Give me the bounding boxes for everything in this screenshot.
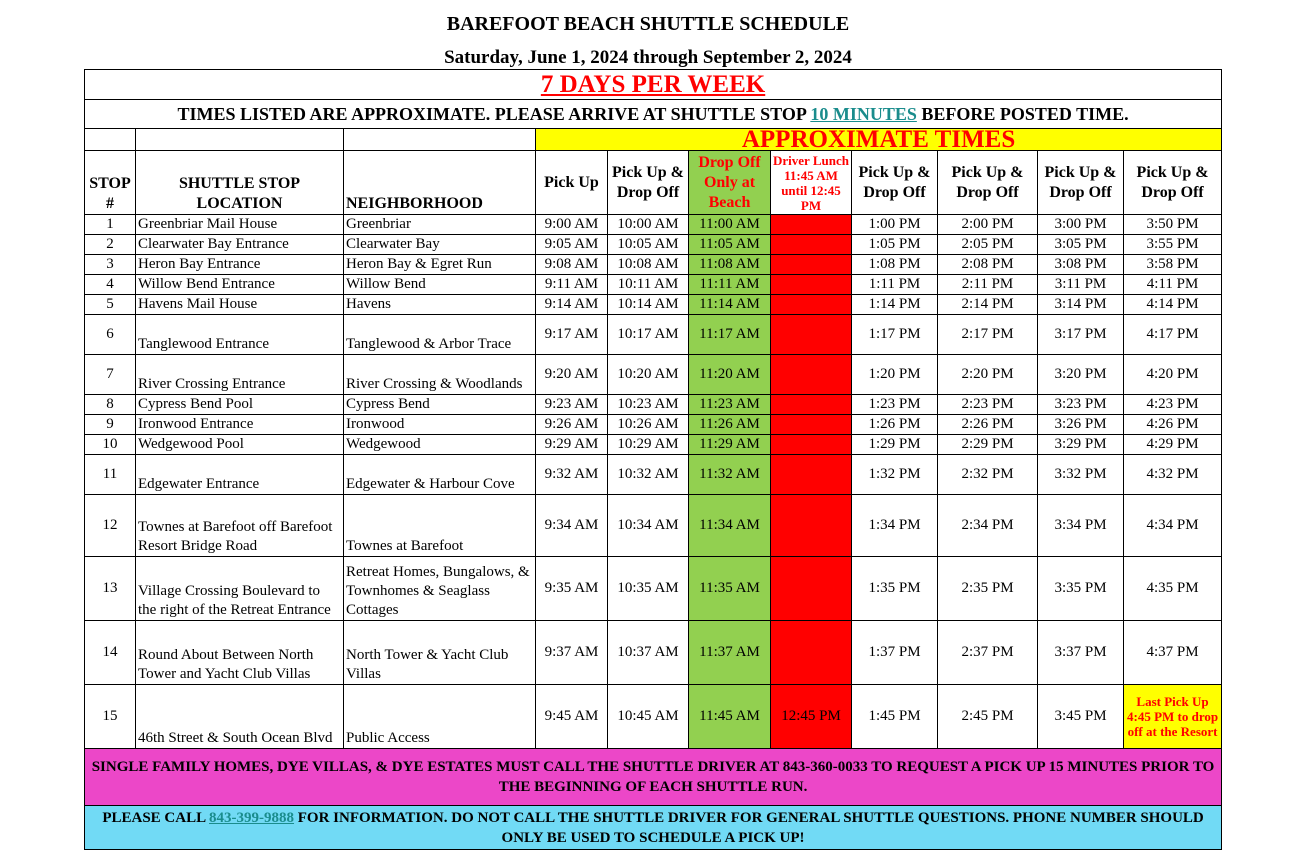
time-cell: 11:20 AM	[689, 355, 771, 395]
table-row	[85, 415, 1222, 435]
time-cell: 11:45 AM	[689, 685, 771, 749]
time-cell: 10:17 AM	[608, 315, 689, 355]
time-cell: 10:35 AM	[608, 557, 689, 621]
blank-cell	[136, 129, 344, 151]
time-cell: 9:37 AM	[536, 621, 608, 685]
time-cell: 2:08 PM	[938, 255, 1038, 275]
table-row	[85, 435, 1222, 455]
time-cell: 10:45 AM	[608, 685, 689, 749]
neighborhood: North Tower & Yacht Club Villas	[344, 621, 536, 685]
time-cell	[771, 295, 852, 315]
neighborhood: Tanglewood & Arbor Trace	[344, 315, 536, 355]
neighborhood: River Crossing & Woodlands	[344, 355, 536, 395]
time-cell: 3:23 PM	[1038, 395, 1124, 415]
stop-number: 9	[85, 415, 136, 435]
stop-number: 14	[85, 621, 136, 685]
time-cell	[771, 275, 852, 295]
time-cell: 1:14 PM	[852, 295, 938, 315]
time-cell	[771, 415, 852, 435]
time-cell: 3:14 PM	[1038, 295, 1124, 315]
time-cell: 2:05 PM	[938, 235, 1038, 255]
time-cell: 2:45 PM	[938, 685, 1038, 749]
time-cell: 2:26 PM	[938, 415, 1038, 435]
time-cell: 3:50 PM	[1124, 215, 1222, 235]
time-cell: 2:17 PM	[938, 315, 1038, 355]
table-row	[85, 295, 1222, 315]
time-cell: 4:17 PM	[1124, 315, 1222, 355]
table-row	[85, 495, 1222, 557]
header-time-1: Pick Up	[536, 151, 608, 215]
time-cell: 2:11 PM	[938, 275, 1038, 295]
table-row	[85, 235, 1222, 255]
time-cell: 11:23 AM	[689, 395, 771, 415]
arrival-notice	[85, 100, 1222, 129]
time-cell: 9:20 AM	[536, 355, 608, 395]
info-phone-link[interactable]: 843-399-9888	[209, 809, 295, 826]
time-cell	[771, 395, 852, 415]
stop-location: Cypress Bend Pool	[136, 395, 344, 415]
stop-location: Edgewater Entrance	[136, 455, 344, 495]
time-cell: 1:08 PM	[852, 255, 938, 275]
call-driver-notice: SINGLE FAMILY HOMES, DYE VILLAS, & DYE ESTATES MUST CALL THE SHUTTLE DRIVER AT 843-360-0033 TO REQUEST A PICK UP 15 MINUTES PRIOR TO THE BEGINNING OF EACH SHUTTLE RUN.	[85, 749, 1222, 806]
stop-location: Heron Bay Entrance	[136, 255, 344, 275]
neighborhood: Retreat Homes, Bungalows, & Townhomes & Seaglass Cottages	[344, 557, 536, 621]
time-cell: 3:35 PM	[1038, 557, 1124, 621]
time-cell: 3:34 PM	[1038, 495, 1124, 557]
time-cell: 3:11 PM	[1038, 275, 1124, 295]
time-cell: 2:29 PM	[938, 435, 1038, 455]
time-cell: 4:14 PM	[1124, 295, 1222, 315]
stop-number: 13	[85, 557, 136, 621]
time-cell: 1:26 PM	[852, 415, 938, 435]
time-cell: 3:08 PM	[1038, 255, 1124, 275]
stop-number: 4	[85, 275, 136, 295]
time-cell: 3:17 PM	[1038, 315, 1124, 355]
time-cell: 11:32 AM	[689, 455, 771, 495]
neighborhood: Public Access	[344, 685, 536, 749]
neighborhood: Cypress Bend	[344, 395, 536, 415]
time-cell	[771, 315, 852, 355]
table-row	[85, 355, 1222, 395]
time-cell	[771, 355, 852, 395]
stop-number: 11	[85, 455, 136, 495]
time-cell	[771, 495, 852, 557]
time-cell: 2:37 PM	[938, 621, 1038, 685]
time-cell: 3:05 PM	[1038, 235, 1124, 255]
time-cell: 9:14 AM	[536, 295, 608, 315]
notice-suffix: BEFORE POSTED TIME.	[916, 103, 1129, 124]
time-cell: 1:32 PM	[852, 455, 938, 495]
time-cell: 11:14 AM	[689, 295, 771, 315]
header-location: SHUTTLE STOP LOCATION	[136, 151, 344, 215]
time-cell: 4:20 PM	[1124, 355, 1222, 395]
time-cell: 3:00 PM	[1038, 215, 1124, 235]
header-time-6: Pick Up & Drop Off	[938, 151, 1038, 215]
time-cell: 10:14 AM	[608, 295, 689, 315]
time-cell: 4:35 PM	[1124, 557, 1222, 621]
stop-location: Ironwood Entrance	[136, 415, 344, 435]
stop-location: Greenbriar Mail House	[136, 215, 344, 235]
time-cell: 4:34 PM	[1124, 495, 1222, 557]
time-cell: 10:05 AM	[608, 235, 689, 255]
time-cell: 4:37 PM	[1124, 621, 1222, 685]
neighborhood: Clearwater Bay	[344, 235, 536, 255]
time-cell: 1:05 PM	[852, 235, 938, 255]
time-cell: 11:11 AM	[689, 275, 771, 295]
header-time-2: Pick Up & Drop Off	[608, 151, 689, 215]
header-neighborhood: NEIGHBORHOOD	[344, 151, 536, 215]
time-cell: 4:29 PM	[1124, 435, 1222, 455]
header-time-5: Pick Up & Drop Off	[852, 151, 938, 215]
date-range: Saturday, June 1, 2024 through September 2, 2024	[444, 47, 852, 68]
time-cell: 3:32 PM	[1038, 455, 1124, 495]
time-cell: 11:17 AM	[689, 315, 771, 355]
stop-number: 12	[85, 495, 136, 557]
time-cell: 2:32 PM	[938, 455, 1038, 495]
time-cell: 1:29 PM	[852, 435, 938, 455]
stop-location: 46th Street & South Ocean Blvd	[136, 685, 344, 749]
stop-number: 3	[85, 255, 136, 275]
stop-location: Havens Mail House	[136, 295, 344, 315]
table-row	[85, 557, 1222, 621]
time-cell	[771, 235, 852, 255]
stop-number: 8	[85, 395, 136, 415]
last-pickup-note: Last Pick Up 4:45 PM to drop off at the Resort	[1124, 685, 1222, 749]
time-cell: 3:45 PM	[1038, 685, 1124, 749]
time-cell: 9:26 AM	[536, 415, 608, 435]
time-cell: 2:20 PM	[938, 355, 1038, 395]
time-cell: 11:34 AM	[689, 495, 771, 557]
days-banner-text: 7 DAYS PER WEEK	[540, 70, 766, 98]
time-cell: 4:23 PM	[1124, 395, 1222, 415]
time-cell: 1:17 PM	[852, 315, 938, 355]
table-row	[85, 455, 1222, 495]
time-cell: 9:11 AM	[536, 275, 608, 295]
info-suffix: FOR INFORMATION. DO NOT CALL THE SHUTTLE DRIVER FOR GENERAL SHUTTLE QUESTIONS. PHONE NUMBER SHOULD ONLY BE USED TO SCHEDULE A PICK UP!	[294, 809, 1204, 846]
time-cell: 11:35 AM	[689, 557, 771, 621]
time-cell: 9:08 AM	[536, 255, 608, 275]
time-cell: 9:23 AM	[536, 395, 608, 415]
stop-location: Clearwater Bay Entrance	[136, 235, 344, 255]
neighborhood: Havens	[344, 295, 536, 315]
stop-location: Willow Bend Entrance	[136, 275, 344, 295]
header-time-8: Pick Up & Drop Off	[1124, 151, 1222, 215]
time-cell: 9:00 AM	[536, 215, 608, 235]
time-cell: 10:34 AM	[608, 495, 689, 557]
time-cell: 9:29 AM	[536, 435, 608, 455]
time-cell: 3:58 PM	[1124, 255, 1222, 275]
header-stop: STOP #	[85, 151, 136, 215]
neighborhood: Wedgewood	[344, 435, 536, 455]
time-cell: 1:37 PM	[852, 621, 938, 685]
time-cell: 10:26 AM	[608, 415, 689, 435]
time-cell: 1:20 PM	[852, 355, 938, 395]
time-cell	[771, 255, 852, 275]
table-row	[85, 315, 1222, 355]
time-cell: 2:35 PM	[938, 557, 1038, 621]
time-cell: 9:05 AM	[536, 235, 608, 255]
stop-number: 2	[85, 235, 136, 255]
time-cell: 9:17 AM	[536, 315, 608, 355]
time-cell: 11:29 AM	[689, 435, 771, 455]
time-cell: 2:34 PM	[938, 495, 1038, 557]
stop-location: Wedgewood Pool	[136, 435, 344, 455]
time-cell	[771, 455, 852, 495]
time-cell: 11:00 AM	[689, 215, 771, 235]
header-driver-lunch: Driver Lunch 11:45 AM until 12:45 PM	[771, 151, 852, 215]
time-cell: 2:00 PM	[938, 215, 1038, 235]
time-cell: 4:32 PM	[1124, 455, 1222, 495]
stop-location: Tanglewood Entrance	[136, 315, 344, 355]
header-time-3: Drop Off Only at Beach	[689, 151, 771, 215]
stop-number: 1	[85, 215, 136, 235]
table-row	[85, 215, 1222, 235]
time-cell: 10:23 AM	[608, 395, 689, 415]
time-cell: 11:08 AM	[689, 255, 771, 275]
stop-number: 6	[85, 315, 136, 355]
neighborhood: Greenbriar	[344, 215, 536, 235]
time-cell: 2:14 PM	[938, 295, 1038, 315]
time-cell: 3:37 PM	[1038, 621, 1124, 685]
time-cell: 9:45 AM	[536, 685, 608, 749]
neighborhood: Ironwood	[344, 415, 536, 435]
neighborhood: Townes at Barefoot	[344, 495, 536, 557]
time-cell: 4:26 PM	[1124, 415, 1222, 435]
time-cell: 9:35 AM	[536, 557, 608, 621]
table-row	[85, 395, 1222, 415]
neighborhood: Edgewater & Harbour Cove	[344, 455, 536, 495]
time-cell: 10:00 AM	[608, 215, 689, 235]
time-cell: 3:55 PM	[1124, 235, 1222, 255]
info-call-notice	[85, 806, 1222, 850]
notice-highlight: 10 MINUTES	[810, 103, 917, 124]
days-banner	[85, 70, 1222, 100]
time-cell: 1:00 PM	[852, 215, 938, 235]
table-row	[85, 621, 1222, 685]
page-title: BAREFOOT BEACH SHUTTLE SCHEDULE	[446, 13, 850, 35]
stop-number: 15	[85, 685, 136, 749]
stop-location: Round About Between North Tower and Yacht Club Villas	[136, 621, 344, 685]
time-cell: 10:20 AM	[608, 355, 689, 395]
time-cell: 11:05 AM	[689, 235, 771, 255]
time-cell: 1:45 PM	[852, 685, 938, 749]
table-row	[85, 255, 1222, 275]
notice-prefix: TIMES LISTED ARE APPROXIMATE. PLEASE ARRIVE AT SHUTTLE STOP	[177, 103, 811, 124]
neighborhood: Willow Bend	[344, 275, 536, 295]
time-cell: 12:45 PM	[771, 685, 852, 749]
time-cell	[771, 621, 852, 685]
time-cell: 1:34 PM	[852, 495, 938, 557]
time-cell: 9:34 AM	[536, 495, 608, 557]
approx-times-label: APPROXIMATE TIMES	[536, 129, 1222, 151]
time-cell: 1:11 PM	[852, 275, 938, 295]
blank-cell	[344, 129, 536, 151]
time-cell: 3:20 PM	[1038, 355, 1124, 395]
neighborhood: Heron Bay & Egret Run	[344, 255, 536, 275]
time-cell: 1:23 PM	[852, 395, 938, 415]
time-cell: 11:37 AM	[689, 621, 771, 685]
stop-number: 10	[85, 435, 136, 455]
time-cell: 10:32 AM	[608, 455, 689, 495]
stop-location: River Crossing Entrance	[136, 355, 344, 395]
time-cell: 3:26 PM	[1038, 415, 1124, 435]
blank-cell	[85, 129, 136, 151]
time-cell: 10:37 AM	[608, 621, 689, 685]
time-cell: 10:08 AM	[608, 255, 689, 275]
time-cell: 10:11 AM	[608, 275, 689, 295]
time-cell: 1:35 PM	[852, 557, 938, 621]
stop-number: 7	[85, 355, 136, 395]
table-row	[85, 275, 1222, 295]
stop-number: 5	[85, 295, 136, 315]
schedule-table	[84, 69, 1222, 850]
table-row	[85, 685, 1222, 749]
stop-location: Village Crossing Boulevard to the right of the Retreat Entrance	[136, 557, 344, 621]
time-cell	[771, 557, 852, 621]
time-cell: 10:29 AM	[608, 435, 689, 455]
info-prefix: PLEASE CALL	[102, 809, 210, 826]
time-cell: 11:26 AM	[689, 415, 771, 435]
time-cell: 4:11 PM	[1124, 275, 1222, 295]
stop-location: Townes at Barefoot off Barefoot Resort Bridge Road	[136, 495, 344, 557]
time-cell: 3:29 PM	[1038, 435, 1124, 455]
time-cell	[771, 435, 852, 455]
time-cell: 9:32 AM	[536, 455, 608, 495]
time-cell: 2:23 PM	[938, 395, 1038, 415]
header-time-7: Pick Up & Drop Off	[1038, 151, 1124, 215]
time-cell	[771, 215, 852, 235]
